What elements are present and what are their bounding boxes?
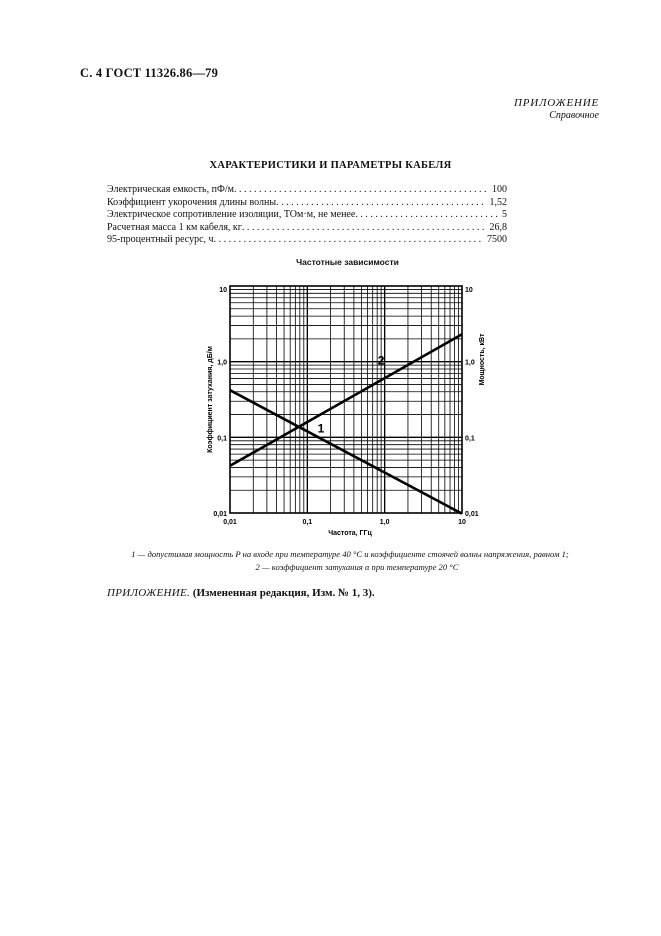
x-tick-label: 10 — [458, 519, 466, 526]
leader-dots — [242, 222, 486, 235]
y-axis-label-right: Мощность, кВт — [479, 333, 486, 386]
page-header: С. 4 ГОСТ 11326.86—79 — [80, 66, 219, 80]
note-bold: (Измененная редакция, Изм. № 1, 3). — [190, 587, 375, 599]
y-tick-label-right: 10 — [465, 287, 473, 294]
y-tick-label-right: 1,0 — [465, 359, 475, 367]
caption-text: при температуре 20 °С — [369, 562, 459, 572]
figure-caption — [90, 548, 610, 574]
caption-text: на входе при температуре 40 °С и коэффициенте стоячей волны напряжения, равном 1; — [240, 549, 569, 559]
parameter-label: Электрическое сопротивление изоляции, ТОм·м, не менее — [107, 209, 356, 221]
parameter-row — [107, 197, 507, 210]
y-tick-label-right: 0,1 — [465, 435, 475, 443]
series-line-1 — [230, 390, 462, 514]
chart-labels — [207, 333, 486, 537]
leader-dots — [234, 184, 488, 197]
caption-number: 1 — [131, 549, 136, 559]
caption-line-2 — [90, 561, 610, 574]
caption-number: 2 — [255, 562, 260, 572]
amendment-note — [107, 587, 375, 599]
parameters-list — [107, 184, 507, 247]
caption-variable: P — [235, 549, 241, 559]
parameter-value: 5 — [502, 209, 507, 221]
parameter-label: 95-процентный ресурс, ч — [107, 234, 214, 246]
note-italic: ПРИЛОЖЕНИЕ. — [107, 587, 191, 599]
x-tick-label: 1,0 — [379, 519, 390, 526]
caption-variable: α — [364, 562, 370, 572]
parameter-row — [107, 209, 507, 222]
section-title: ХАРАКТЕРИСТИКИ И ПАРАМЕТРЫ КАБЕЛЯ — [209, 160, 452, 171]
y-axis-label-left: Коэффициент затухания, дБ/м — [207, 346, 214, 453]
parameter-row — [107, 234, 507, 247]
x-tick-label: 0,1 — [302, 519, 313, 526]
x-axis-label: Частота, ГГц — [328, 530, 372, 537]
parameter-row — [107, 222, 507, 235]
caption-line-1 — [90, 548, 610, 561]
leader-dots — [355, 209, 498, 222]
parameter-value: 7500 — [487, 234, 507, 246]
y-tick-label-left: 1,0 — [217, 359, 227, 367]
y-tick-label-left: 10 — [219, 287, 227, 294]
appendix-title: ПРИЛОЖЕНИЕ — [514, 97, 599, 109]
caption-text: — коэффициент затухания — [259, 562, 365, 572]
parameter-row — [107, 184, 507, 197]
parameter-value: 1,52 — [489, 196, 507, 208]
y-tick-label-left: 0,01 — [213, 511, 227, 518]
curve-label-2: 2 — [377, 353, 385, 368]
caption-text: — допустимая мощность — [135, 549, 236, 559]
frequency-chart — [190, 270, 510, 540]
y-tick-label-right: 0,01 — [465, 511, 479, 518]
parameter-value: 100 — [492, 184, 507, 195]
parameter-value: 26,8 — [489, 221, 507, 233]
curve-label-1: 1 — [317, 421, 325, 436]
chart-title: Частотные зависимости — [296, 257, 399, 267]
parameter-label: Расчетная масса 1 км кабеля, кг — [107, 221, 242, 233]
leader-dots — [276, 197, 485, 210]
appendix-subtitle: Справочное — [549, 110, 599, 121]
leader-dots — [214, 234, 483, 247]
y-tick-label-left: 0,1 — [217, 435, 227, 443]
series-line-2 — [230, 334, 462, 466]
parameter-label: Электрическая емкость, пФ/м — [107, 184, 234, 195]
appendix-label — [514, 97, 599, 121]
parameter-label: Коэффициент укорочения длины волны — [107, 196, 277, 208]
x-tick-label: 0,01 — [223, 519, 237, 526]
